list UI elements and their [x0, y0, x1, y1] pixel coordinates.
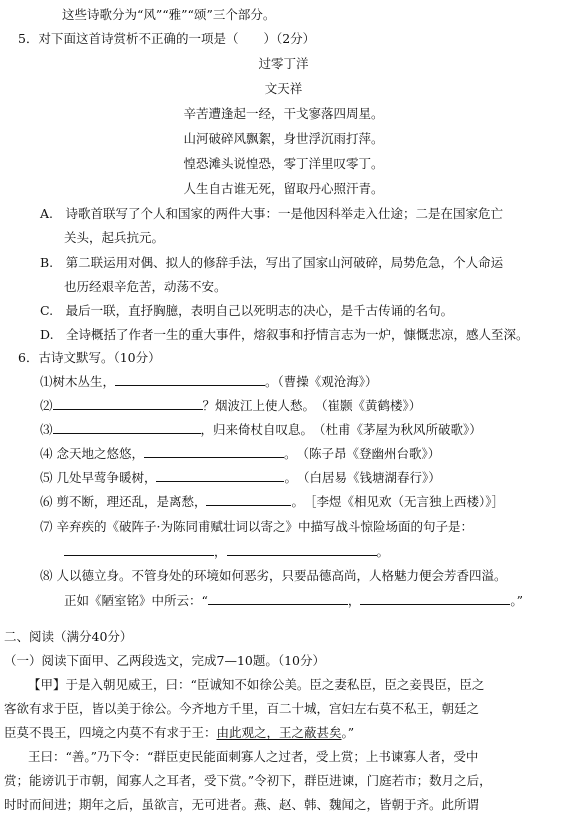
answer-blank[interactable]: [360, 592, 510, 605]
recite-text: 。（曹操《观沧海》）: [265, 374, 378, 389]
recite-text: ⑷ 念天地之悠悠，: [40, 446, 144, 461]
recite-text: ？烟波江上使人愁。 （崔颢《黄鹤楼》）: [202, 398, 422, 413]
text-line: 这些诗歌分为“风”“雅”“颂”三个部分。: [62, 7, 276, 22]
answer-blank[interactable]: [115, 373, 265, 386]
option-b: B. 第二联运用对偶、拟人的修辞手法，写出了国家山河破碎，局势危急，个人命运: [40, 255, 504, 270]
recite-text: ，归来倚杖自叹息。 （杜甫《茅屋为秋风所破歌》）: [200, 422, 482, 437]
question-6: 6．古诗文默写。（10分）: [18, 350, 161, 365]
recite-text: ⑹ 剪不断，理还乱，是离愁，: [40, 494, 207, 509]
underlined-sentence: 由此观之，王之蔽甚矣: [216, 725, 342, 740]
recite-text: 。 （白居易《钱塘湖春行》）: [284, 470, 441, 485]
recite-text: ，: [347, 593, 361, 608]
recite-text: ⑶: [40, 422, 53, 437]
recite-8: ⑻ 人以德立身。不管身处的环境如何恶劣，只要品德高尚，人格魅力便会芳香四溢。: [40, 568, 507, 583]
recite-4: [40, 445, 440, 463]
answer-blank[interactable]: [53, 397, 203, 410]
recite-text: 。 ［李煜《相见欢（无言独上西楼）》］: [291, 494, 504, 509]
poem-line: 山河破碎风飘絮，身世浮沉雨打萍。: [183, 131, 384, 146]
recite-8-answer: [64, 592, 523, 610]
recite-text: ⑸ 几处早莺争暖树，: [40, 470, 157, 485]
answer-blank[interactable]: [227, 543, 377, 556]
answer-blank[interactable]: [144, 445, 284, 458]
recite-text: ，: [214, 544, 227, 559]
passage-line: 王曰：“善。”乃下令：“群臣吏民能面刺寡人之过者，受上赏；上书谏寡人者，受中: [28, 749, 479, 764]
answer-blank[interactable]: [206, 493, 291, 506]
recite-7: ⑺ 辛弃疾的《破阵子·为陈同甫赋壮词以寄之》中描写战斗惊险场面的句子是：: [40, 519, 473, 534]
option-a-cont: 关头，起兵抗元。: [64, 230, 165, 245]
recite-6: [40, 493, 504, 511]
recite-text: 。 （陈子昂《登幽州台歌》）: [283, 446, 441, 461]
section-2-heading: 二、阅读（满分40分）: [4, 629, 133, 644]
poem-line: 辛苦遭逢起一经，干戈寥落四周星。: [183, 106, 384, 121]
recite-text: 。”: [510, 593, 524, 608]
passage-text: 臣莫不畏王，四境之内莫不有求于王：: [4, 725, 217, 740]
recite-5: [40, 469, 441, 487]
recite-text: 正如《陋室铭》中所云：“: [64, 593, 208, 608]
answer-blank[interactable]: [208, 592, 348, 605]
recite-text: ⑴树木丛生，: [40, 374, 116, 389]
passage-line: 赏；能谤讥于市朝，闻寡人之耳者，受下赏。”令初下，群臣进谏，门庭若市；数月之后，: [4, 773, 492, 788]
recite-3: [40, 421, 482, 439]
poem-title: 过零丁洋: [258, 56, 309, 71]
recite-7-answer: [64, 543, 389, 561]
option-d: D. 全诗概括了作者一生的重大事件，熔叙事和抒情言志为一炉，慷慨悲凉，感人至深。: [40, 327, 529, 342]
passage-line: [4, 724, 354, 742]
answer-blank[interactable]: [64, 543, 214, 556]
recite-text: 。: [376, 544, 390, 559]
recite-1: [40, 373, 378, 391]
recite-2: [40, 397, 421, 415]
passage-line: 【甲】于是入朝见威王，曰：“臣诚知不如徐公美。臣之妻私臣，臣之妾畏臣，臣之: [28, 677, 485, 692]
option-c: C. 最后一联，直抒胸臆，表明自己以死明志的决心，是千古传诵的名句。: [40, 303, 454, 318]
passage-line: 时时而间进；期年之后，虽欲言，无可进者。燕、赵、韩、魏闻之，皆朝于齐。此所谓: [4, 797, 480, 812]
recite-text: ⑵: [40, 398, 53, 413]
answer-blank[interactable]: [156, 469, 284, 482]
passage-text: 。”: [341, 725, 355, 740]
question-5: 5．对下面这首诗赏析不正确的一项是（ ）（2分）: [18, 31, 316, 46]
passage-line: 客欲有求于臣，皆以美于徐公。今齐地方千里，百二十城，宫妇左右莫不私王，朝廷之: [4, 701, 480, 716]
poem-line: 人生自古谁无死，留取丹心照汗青。: [183, 181, 384, 196]
option-b-cont: 也历经艰辛危苦，动荡不安。: [64, 279, 227, 294]
poem-author: 文天祥: [264, 81, 303, 96]
section-2-intro: （一）阅读下面甲、乙两段选文，完成7—10题。（10分）: [4, 653, 326, 668]
option-a: A. 诗歌首联写了个人和国家的两件大事：一是他因科举走入仕途；二是在国家危亡: [40, 206, 504, 221]
poem-line: 惶恐滩头说惶恐，零丁洋里叹零丁。: [183, 156, 384, 171]
answer-blank[interactable]: [53, 421, 201, 434]
